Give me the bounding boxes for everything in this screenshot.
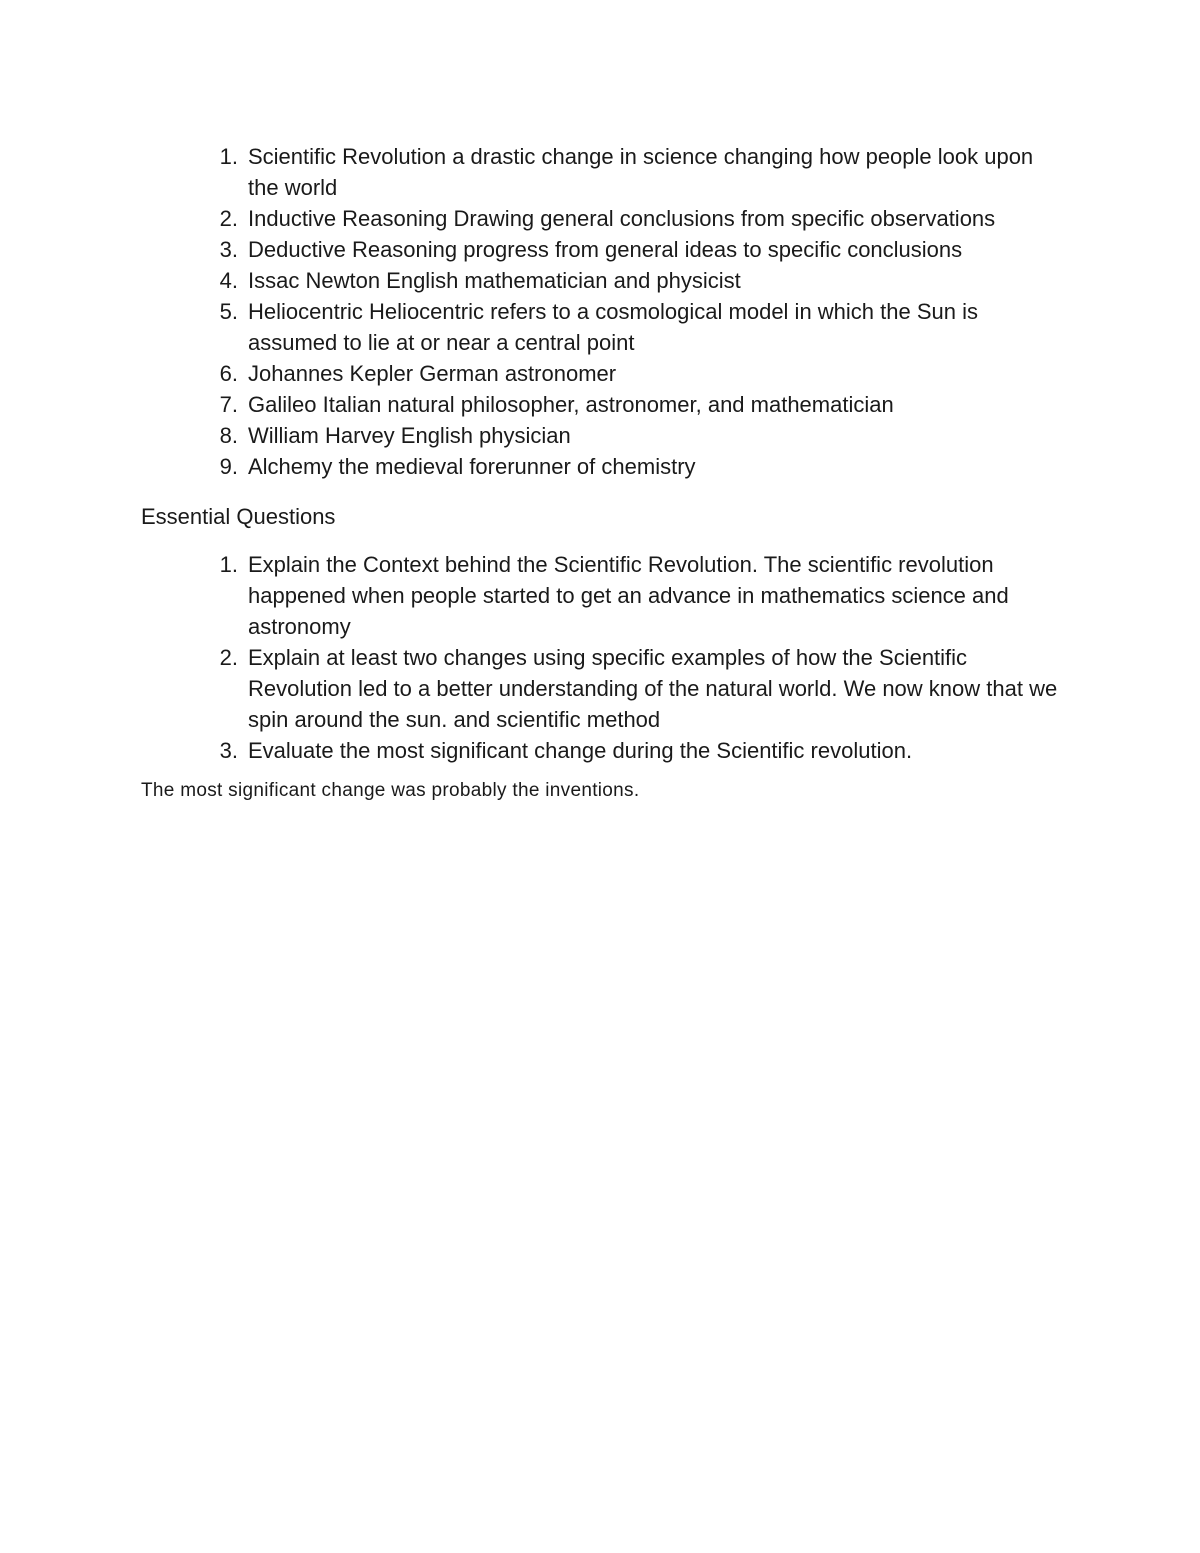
list-item-text: Galileo Italian natural philosopher, astronomer, and mathematician bbox=[248, 392, 894, 417]
list-number: 9. bbox=[219, 454, 238, 479]
list-item bbox=[219, 389, 1068, 420]
list-item bbox=[219, 549, 1068, 642]
list-item-text: Alchemy the medieval forerunner of chemistry bbox=[248, 454, 696, 479]
list-item bbox=[219, 296, 1068, 358]
list-item-text: Explain at least two changes using specific examples of how the Scientific Revolution led to a better understanding of the natural world. We now know that we spin around the sun. and scientific method bbox=[248, 645, 1058, 732]
list-item bbox=[219, 141, 1068, 203]
list-item bbox=[219, 358, 1068, 389]
list-item-text: Explain the Context behind the Scientific Revolution. The scientific revolution happened when people started to get an advance in mathematics science and astronomy bbox=[248, 552, 1009, 639]
essential-questions-list bbox=[219, 549, 1068, 766]
list-item bbox=[219, 420, 1068, 451]
list-number: 6. bbox=[219, 361, 238, 386]
list-item-text: Scientific Revolution a drastic change in science changing how people look upon the world bbox=[248, 144, 1034, 200]
list-item bbox=[219, 451, 1068, 482]
list-item-text: William Harvey English physician bbox=[248, 423, 571, 448]
list-item bbox=[219, 234, 1068, 265]
list-number: 4. bbox=[219, 268, 238, 293]
list-number: 3. bbox=[219, 738, 238, 763]
vocabulary-list bbox=[219, 141, 1068, 482]
list-item bbox=[219, 735, 1068, 766]
list-item-text: Deductive Reasoning progress from general ideas to specific conclusions bbox=[248, 237, 963, 262]
list-number: 8. bbox=[219, 423, 238, 448]
list-number: 3. bbox=[219, 237, 238, 262]
list-item-text: Inductive Reasoning Drawing general conclusions from specific observations bbox=[248, 206, 996, 231]
section-heading: Essential Questions bbox=[141, 504, 336, 529]
list-item-text: Heliocentric Heliocentric refers to a cosmological model in which the Sun is assumed to lie at or near a central point bbox=[248, 299, 978, 355]
list-number: 7. bbox=[219, 392, 238, 417]
list-item-text: Issac Newton English mathematician and physicist bbox=[248, 268, 741, 293]
list-item bbox=[219, 265, 1068, 296]
list-number: 5. bbox=[219, 299, 238, 324]
list-item bbox=[219, 203, 1068, 234]
list-number: 1. bbox=[219, 552, 238, 577]
list-number: 1. bbox=[219, 144, 238, 169]
list-item-text: Johannes Kepler German astronomer bbox=[248, 361, 617, 386]
list-number: 2. bbox=[219, 645, 238, 670]
list-item-text: Evaluate the most significant change during the Scientific revolution. bbox=[248, 738, 913, 763]
list-number: 2. bbox=[219, 206, 238, 231]
list-item bbox=[219, 642, 1068, 735]
answer-paragraph: The most significant change was probably the inventions. bbox=[141, 780, 640, 801]
